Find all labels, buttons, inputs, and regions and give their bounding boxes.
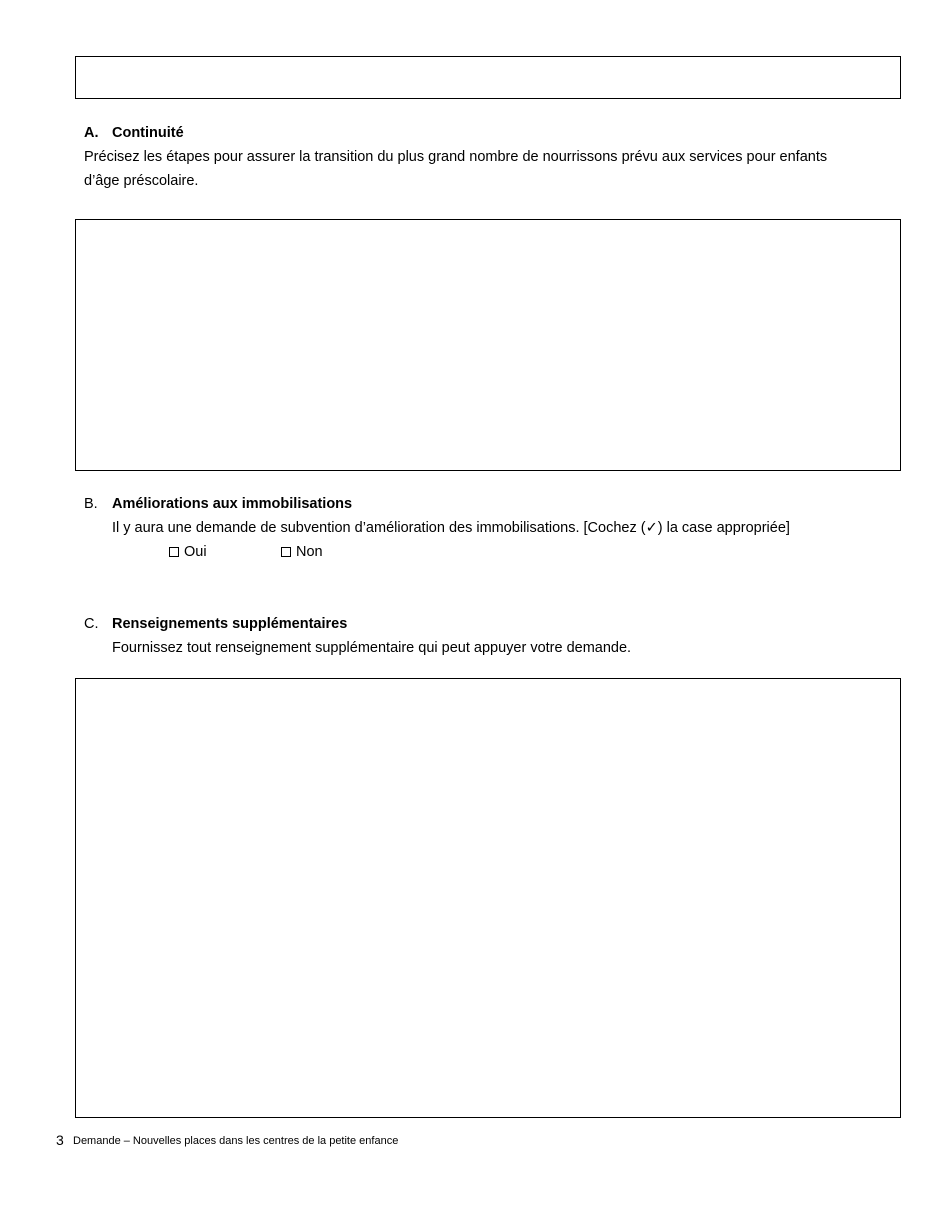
non-checkbox[interactable]	[281, 547, 291, 557]
section-a-instructions-line2: d’âge préscolaire.	[84, 173, 199, 189]
section-b-prompt-after: ) la case appropriée]	[657, 520, 790, 536]
section-b-prompt-before: Il y aura une demande de subvention d’amélioration des immobilisations. [Cochez (	[112, 520, 646, 536]
section-c-instructions: Fournissez tout renseignement supplémentaire qui peut appuyer votre demande.	[112, 640, 632, 656]
previous-answer-box[interactable]	[75, 56, 901, 99]
section-a-instructions-line1: Précisez les étapes pour assurer la transition du plus grand nombre de nourrissons prévu aux services pour enfants	[84, 149, 828, 165]
additional-info-answer-box[interactable]	[75, 678, 901, 1118]
option-non[interactable]	[281, 540, 323, 564]
footer-title: Demande – Nouvelles places dans les centres de la petite enfance	[73, 1135, 399, 1147]
section-b-prompt	[112, 516, 790, 540]
oui-checkbox[interactable]	[169, 547, 179, 557]
section-c-title: Renseignements supplémentaires	[112, 616, 348, 632]
non-label: Non	[296, 544, 323, 560]
checkmark-icon: ✓	[645, 520, 658, 536]
section-c-letter: C.	[84, 616, 99, 632]
section-a-letter: A.	[84, 125, 99, 141]
section-a-title: Continuité	[112, 125, 184, 141]
oui-label: Oui	[184, 544, 207, 560]
continuity-answer-box[interactable]	[75, 219, 901, 471]
section-b-title: Améliorations aux immobilisations	[112, 496, 353, 512]
option-oui[interactable]	[169, 540, 207, 564]
page-number: 3	[56, 1132, 64, 1148]
section-b-letter: B.	[84, 496, 98, 512]
